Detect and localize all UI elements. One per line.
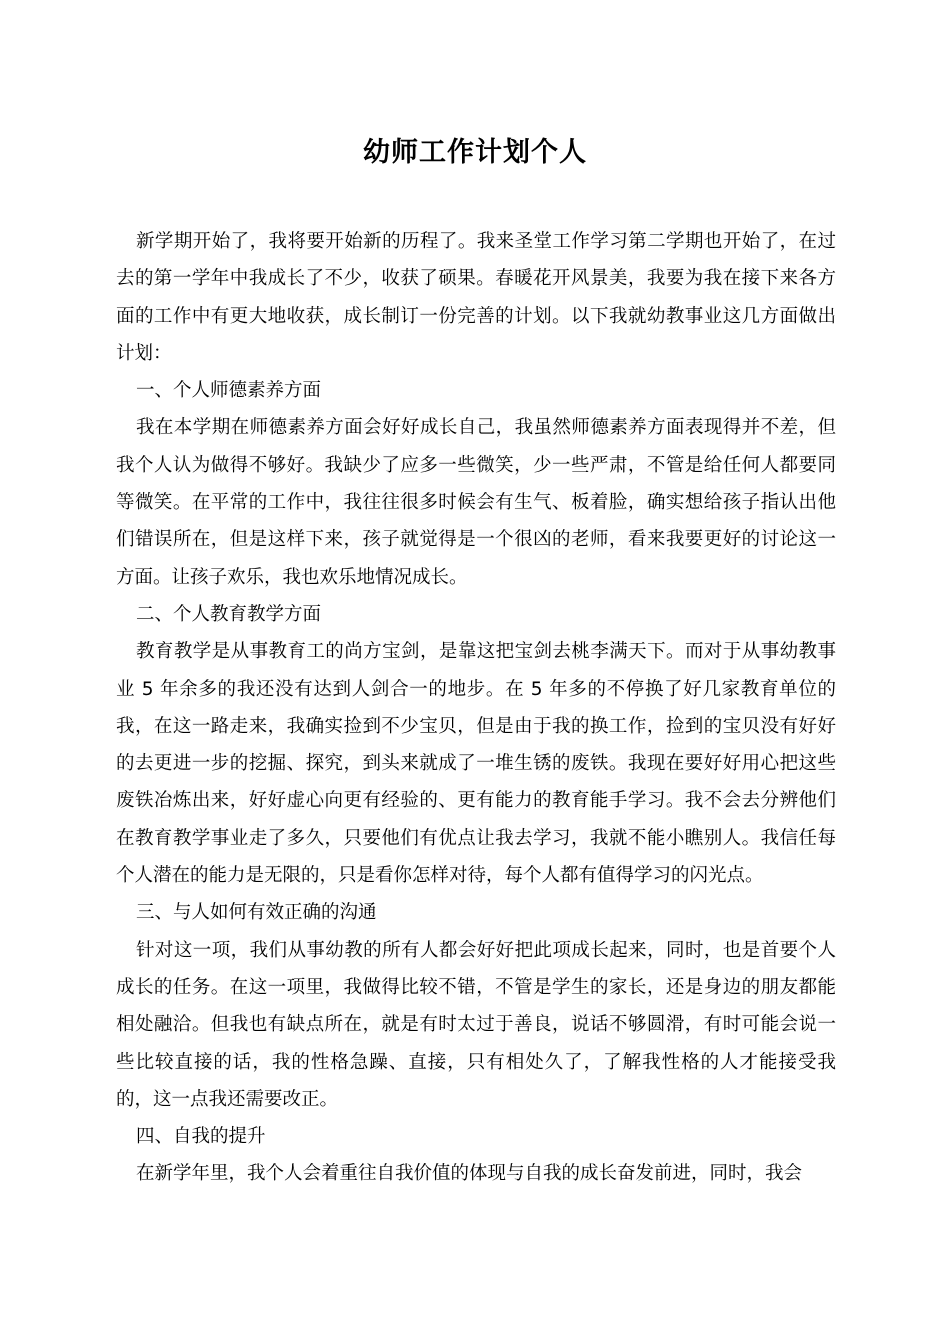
intro-paragraph: 新学期开始了，我将要开始新的历程了。我来圣堂工作学习第二学期也开始了，在过去的第一学年中我成长了不少，收获了硕果。春暖花开风景美，我要为我在接下来各方面的工作中有更大地收获，成长制订一份完善的计划。以下我就幼教事业这几方面做出计划： <box>116 231 836 364</box>
section-heading-ethics: 一、个人师德素养方面 <box>136 380 322 402</box>
document-body <box>116 223 836 1193</box>
section-heading-communication: 三、与人如何有效正确的沟通 <box>136 902 377 924</box>
teaching-paragraph: 教育教学是从事教育工的尚方宝剑，是靠这把宝剑去桃李满天下。而对于从事幼教事业 5 年余多的我还没有达到人剑合一的地步。在 5 年多的不停换了好几家教育单位的我，在这一路走来，我确实捡到不少宝贝，但是由于我的换工作，捡到的宝贝没有好好的去更进一步的挖掘、探究，到头来就成了一堆生锈的废铁。我现在要好好用心把这些废铁冶炼出来，好好虚心向更有经验的、更有能力的教育能手学习。我不会去分辨他们在教育教学事业走了多久，只要他们有优点让我去学习，我就不能小瞧别人。我信任每个人潜在的能力是无限的，只是看你怎样对待，每个人都有值得学习的闪光点。 <box>116 641 836 887</box>
self-improvement-paragraph: 在新学年里，我个人会着重往自我价值的体现与自我的成长奋发前进，同时，我会 <box>136 1163 803 1185</box>
section-heading-teaching: 二、个人教育教学方面 <box>136 603 322 625</box>
communication-paragraph: 针对这一项，我们从事幼教的所有人都会好好把此项成长起来，同时，也是首要个人成长的任务。在这一项里，我做得比较不错，不管是学生的家长，还是身边的朋友都能相处融洽。但我也有缺点所在，就是有时太过于善良，说话不够圆滑，有时可能会说一些比较直接的话，我的性格急躁、直接，只有相处久了，了解我性格的人才能接受我的，这一点我还需要改正。 <box>116 939 836 1110</box>
ethics-paragraph: 我在本学期在师德素养方面会好好成长自己，我虽然师德素养方面表现得并不差，但我个人认为做得不够好。我缺少了应多一些微笑，少一些严肃，不管是给任何人都要同等微笑。在平常的工作中，我往往很多时候会有生气、板着脸，确实想给孩子指认出他们错误所在，但是这样下来，孩子就觉得是一个很凶的老师，看来我要更好的讨论这一方面。让孩子欢乐，我也欢乐地情况成长。 <box>116 417 836 588</box>
document-title: 幼师工作计划个人 <box>363 137 587 168</box>
section-heading-self-improvement: 四、自我的提升 <box>136 1126 266 1148</box>
